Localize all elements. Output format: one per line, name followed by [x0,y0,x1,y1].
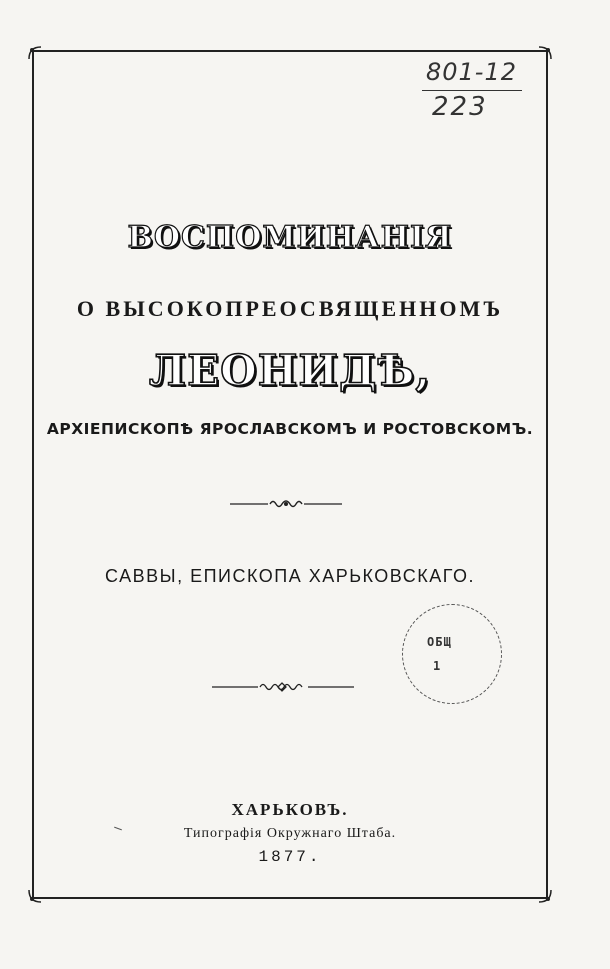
subject-office: АРХІЕПИСКОПѢ ЯРОСЛАВСКОМЪ И РОСТОВСКОМЪ. [46,420,534,438]
corner-ornament-icon [536,887,554,905]
book-title: ВОСПОМИНАНІЯ [127,220,453,255]
stamp-text-1: ОБЩ [427,635,452,649]
imprint-printer: Типографія Окружнаго Штаба. [183,826,397,841]
library-stamp [402,604,502,704]
stamp-text-2: 1 [433,659,441,673]
corner-ornament-icon [26,887,44,905]
imprint-city: ХАРЬКОВЪ. [231,800,349,819]
corner-ornament-icon [26,44,44,62]
page-border-frame [32,50,548,899]
shelfmark-divider [422,90,522,91]
divider-ornament-icon [212,680,354,694]
shelfmark-line-2: 223 [432,92,488,122]
imprint-year: 1877. [258,848,322,866]
shelfmark-line-1: 801-12 [426,58,518,86]
book-subtitle: О ВЫСОКОПРЕОСВЯЩЕННОМЪ [76,296,504,321]
author-line: САВВЫ, ЕПИСКОПА ХАРЬКОВСКАГО. [105,566,475,586]
handwritten-shelfmark [418,58,528,130]
corner-ornament-icon [536,44,554,62]
divider-ornament-icon [230,497,342,511]
subject-name: ЛЕОНИДѢ, [148,346,432,395]
